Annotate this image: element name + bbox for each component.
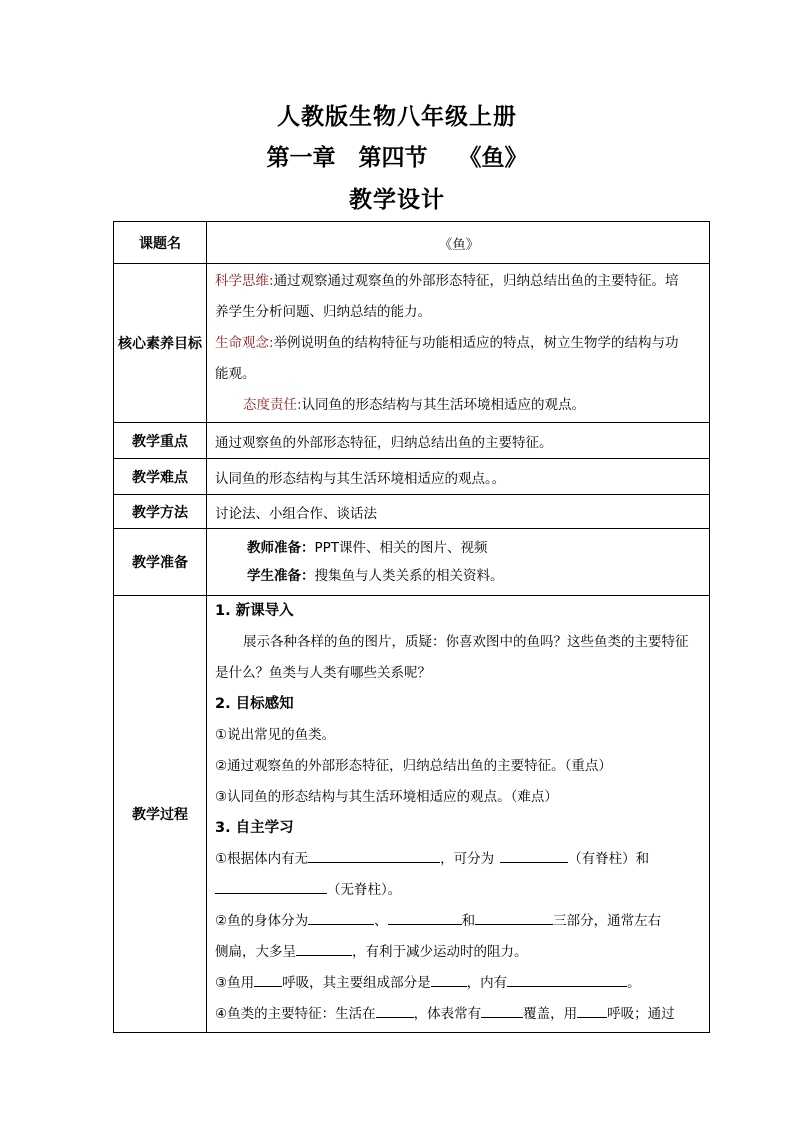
q2-text-e: 侧扁，大多呈 — [215, 944, 296, 960]
q3-text-c: ，内有 — [466, 975, 508, 991]
row-difficulty — [114, 459, 710, 495]
tag-scientific-thinking: 科学思维: — [215, 272, 274, 289]
fill-blank[interactable] — [507, 972, 627, 987]
row-method — [114, 495, 710, 529]
value-core-goals — [207, 264, 710, 423]
fill-blank[interactable] — [296, 941, 352, 956]
q1-text-b: ，可分为 — [440, 851, 495, 867]
value-key-point: 通过观察鱼的外部形态特征，归纳总结出鱼的主要特征。 — [207, 423, 710, 459]
tag-life-concept: 生命观念: — [215, 334, 274, 351]
student-prep-tag: 学生准备： — [247, 568, 315, 584]
fill-blank[interactable] — [308, 848, 440, 863]
question-2 — [215, 906, 703, 937]
row-topic — [114, 222, 710, 264]
text-scientific-thinking: 通过观察通过观察鱼的外部形态特征，归纳总结出鱼的主要特征。培 — [273, 272, 679, 289]
q2-text-b: 、 — [374, 913, 388, 929]
goal-1: ①说出常见的鱼类。 — [215, 727, 336, 743]
fill-blank[interactable] — [577, 1003, 607, 1018]
goal-2: ②通过观察鱼的外部形态特征，归纳总结出鱼的主要特征。（重点） — [215, 758, 612, 774]
text-attitude: 认同鱼的形态结构与其生活环境相适应的观点。 — [301, 396, 586, 413]
question-3 — [215, 968, 703, 999]
q3-text-d: 。 — [627, 975, 641, 991]
fill-blank[interactable] — [308, 910, 374, 925]
fill-blank[interactable] — [431, 972, 467, 987]
q4-text-c: 覆盖，用 — [523, 1006, 578, 1022]
fill-blank[interactable] — [215, 879, 327, 894]
teacher-prep-tag: 教师准备： — [247, 540, 315, 556]
q2-text-a: ②鱼的身体分为 — [215, 913, 309, 929]
row-key-point — [114, 423, 710, 459]
question-2-cont — [215, 937, 703, 968]
section-goals-title: 2. 目标感知 — [215, 696, 294, 712]
section-self-study-title: 3. 自主学习 — [215, 820, 294, 836]
label-topic: 课题名 — [114, 222, 207, 264]
fill-blank[interactable] — [376, 1003, 414, 1018]
fill-blank[interactable] — [388, 910, 462, 925]
tag-attitude: 态度责任: — [243, 396, 302, 413]
q2-text-f: ，有利于减少运动时的阻力。 — [352, 944, 528, 960]
design-title: 教学设计 — [349, 187, 445, 213]
teacher-prep-text: PPT课件、相关的图片、视频 — [314, 540, 488, 556]
value-topic: 《鱼》 — [207, 222, 710, 264]
value-method: 讨论法、小组合作、谈话法 — [207, 495, 710, 529]
row-preparation — [114, 529, 710, 596]
question-1-cont — [215, 875, 703, 906]
label-preparation: 教学准备 — [114, 529, 207, 596]
question-4 — [215, 999, 703, 1030]
q1-text-a: ①根据体内有无 — [215, 851, 309, 867]
row-process — [114, 596, 710, 1033]
value-process — [207, 596, 710, 1033]
q4-text-b: ，体表常有 — [413, 1006, 482, 1022]
lesson-plan-table — [113, 221, 710, 1033]
q3-text-a: ③鱼用 — [215, 975, 255, 991]
intro-text-a: 展示各种各样的鱼的图片，质疑：你喜欢图中的鱼吗？这些鱼类的主要特征 — [243, 634, 689, 650]
label-method: 教学方法 — [114, 495, 207, 529]
q2-text-c: 和 — [461, 913, 476, 929]
text-life-concept: 举例说明鱼的结构特征与功能相适应的特点，树立生物学的结构与功 — [273, 334, 679, 351]
q4-text-a: ④鱼类的主要特征：生活在 — [215, 1006, 376, 1022]
goal-3: ③认同鱼的形态结构与其生活环境相适应的观点。（难点） — [215, 789, 558, 805]
section-intro-title: 1. 新课导入 — [215, 603, 294, 619]
q3-text-b: 呼吸，其主要组成部分是 — [282, 975, 431, 991]
question-1 — [215, 844, 703, 875]
value-difficulty: 认同鱼的形态结构与其生活环境相适应的观点。。 — [207, 459, 710, 495]
q2-text-d: 三部分，通常左右 — [553, 913, 662, 929]
label-key-point: 教学重点 — [114, 423, 207, 459]
text-scientific-thinking-cont: 养学生分析问题、归纳总结的能力。 — [215, 303, 431, 320]
label-process: 教学过程 — [114, 596, 207, 1033]
student-prep-text: 搜集鱼与人类关系的相关资料。 — [314, 568, 504, 584]
main-title: 人教版生物八年级上册 — [277, 104, 517, 130]
fill-blank[interactable] — [254, 972, 282, 987]
text-life-concept-cont: 能观。 — [215, 365, 256, 382]
fill-blank[interactable] — [475, 910, 553, 925]
label-core-goals: 核心素养目标 — [114, 264, 207, 423]
fill-blank[interactable] — [500, 848, 568, 863]
q1-text-c: （有脊柱）和 — [568, 851, 650, 867]
label-difficulty: 教学难点 — [114, 459, 207, 495]
q1-text-d: （无脊柱）。 — [327, 882, 402, 898]
row-core-goals — [114, 264, 710, 423]
document-titles — [0, 98, 794, 221]
fill-blank[interactable] — [481, 1003, 523, 1018]
value-preparation — [207, 529, 710, 596]
chapter-title: 第一章 第四节 《鱼》 — [266, 145, 528, 171]
q4-text-d: 呼吸；通过 — [607, 1006, 675, 1022]
intro-text-b: 是什么？鱼类与人类有哪些关系呢？ — [215, 665, 431, 681]
